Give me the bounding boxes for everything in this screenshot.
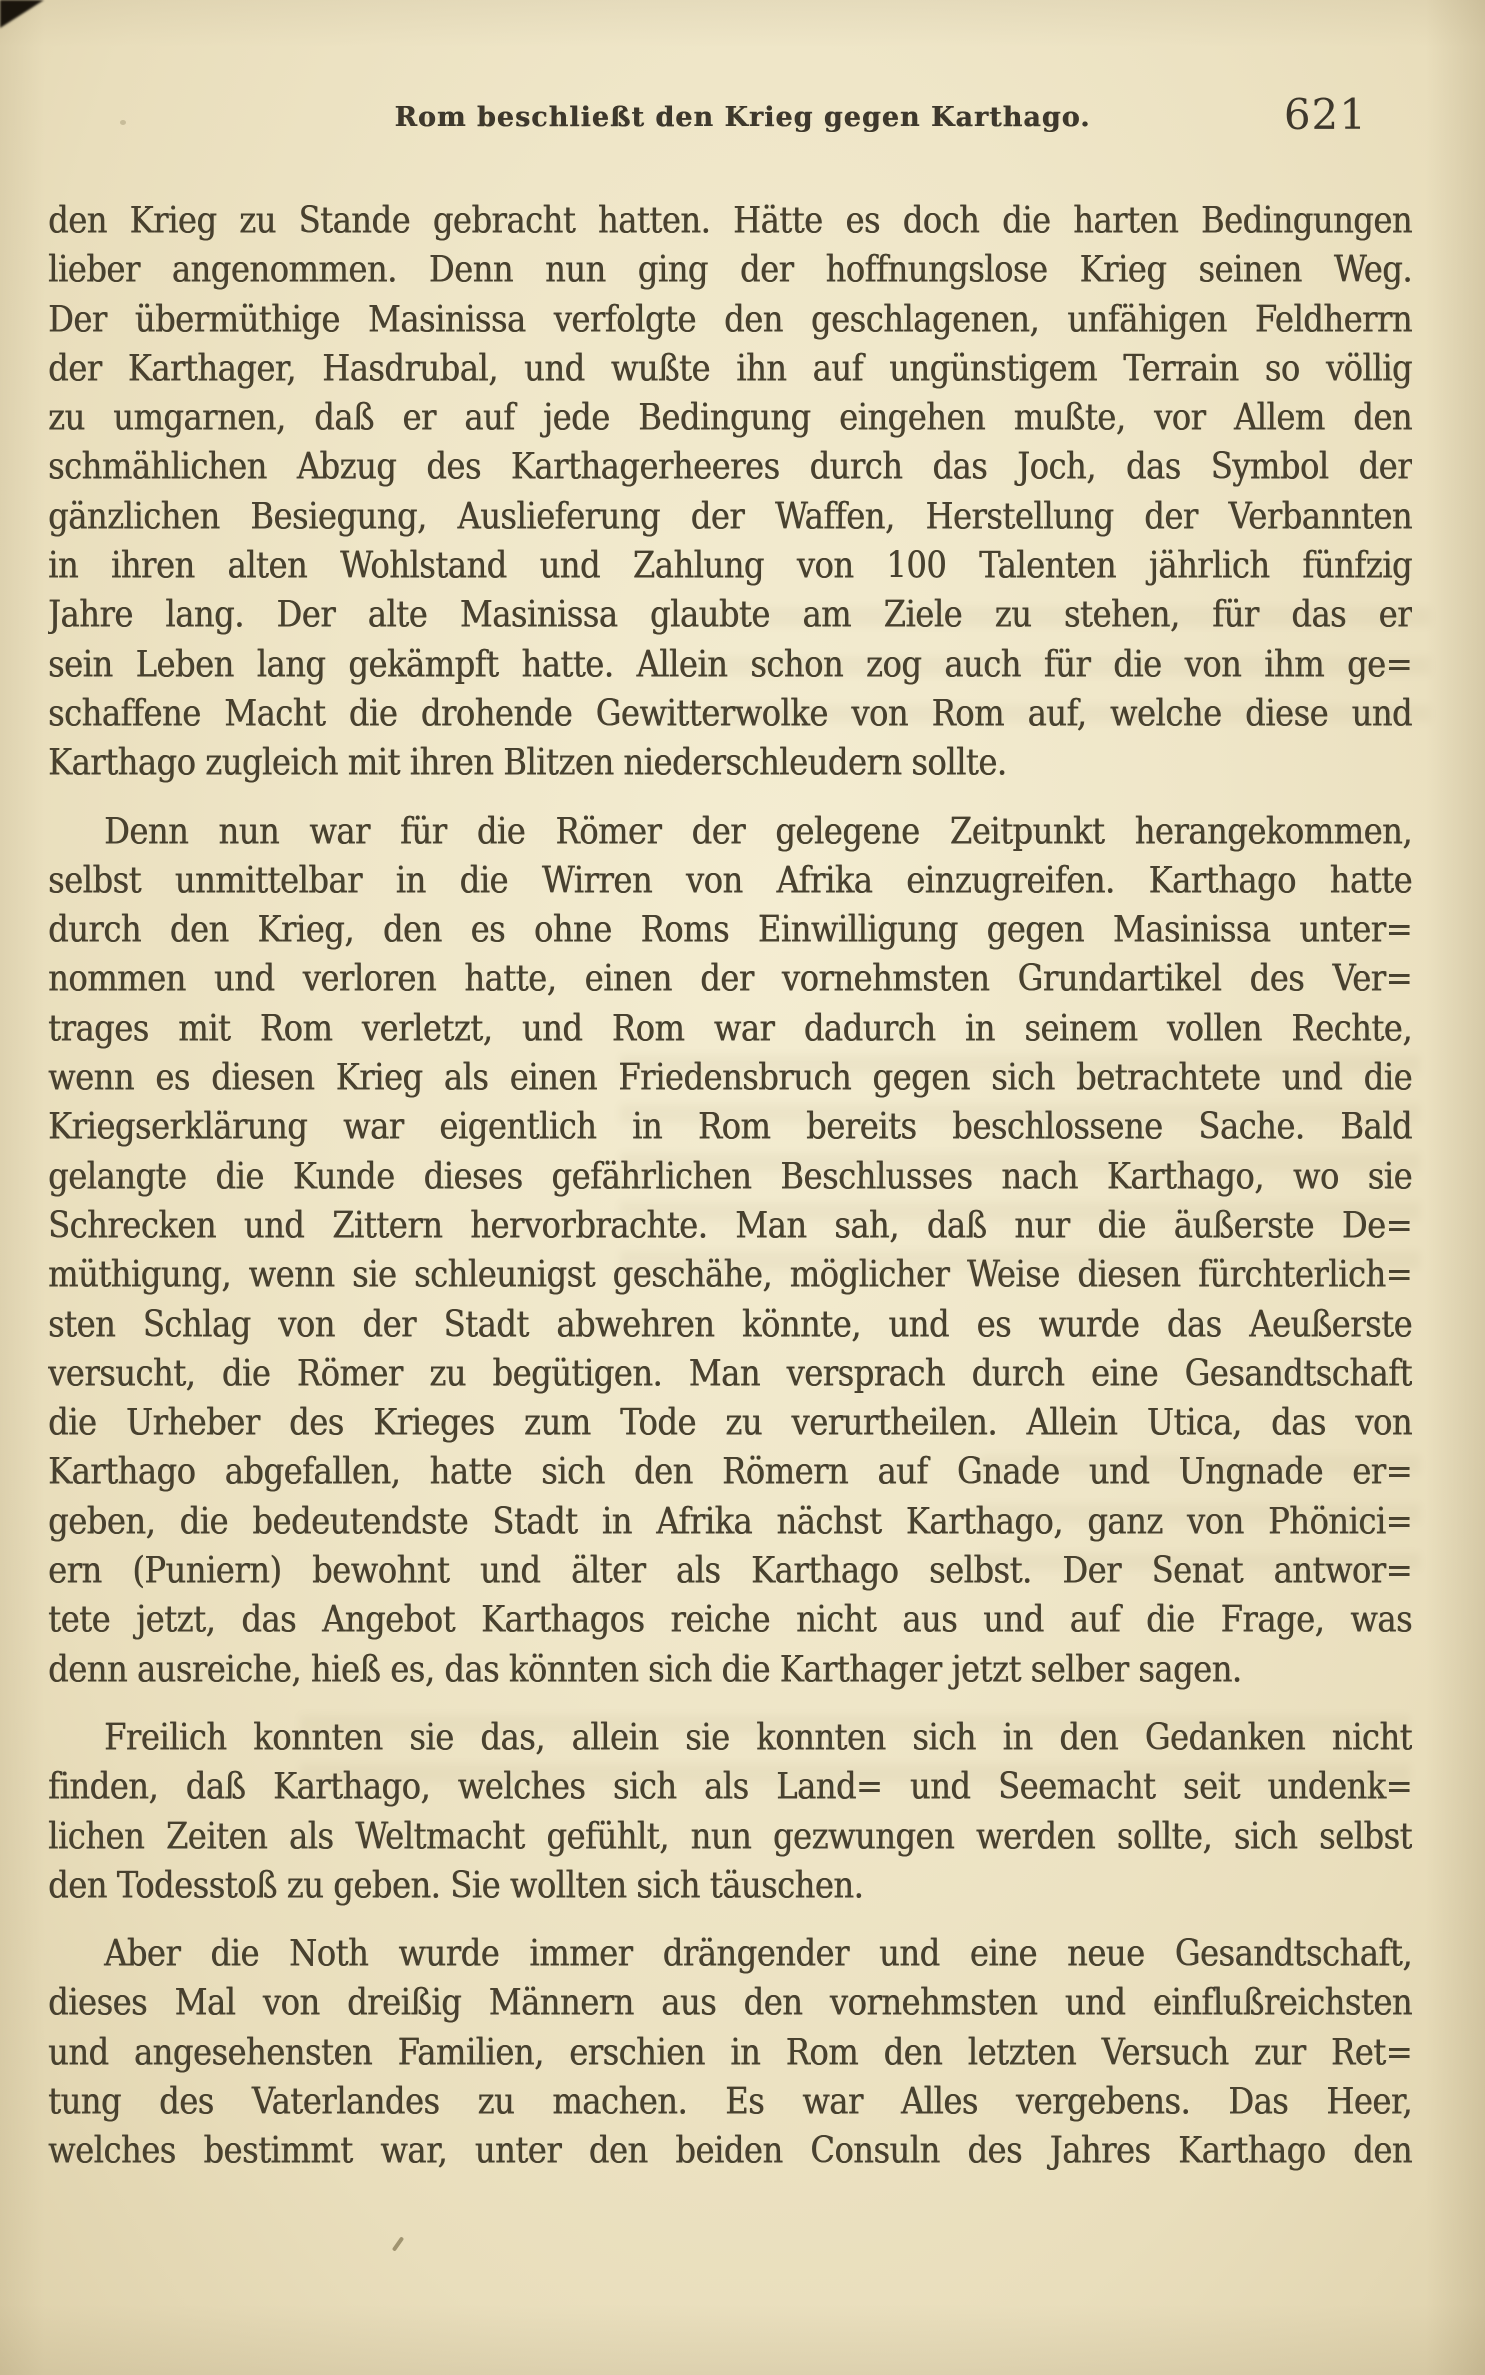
text-line: schaffene Macht die drohende Gewitterwolke von Rom auf, welche diese und	[48, 691, 1412, 735]
text-line: Aber die Noth wurde immer drängender und eine neue Gesandtschaft,	[104, 1931, 1412, 1975]
text-line: der Karthager, Hasdrubal, und wußte ihn auf ungünstigem Terrain so völlig	[48, 346, 1412, 390]
text-line: die Urheber des Krieges zum Tode zu verurtheilen. Allein Utica, das von	[48, 1400, 1412, 1444]
text-line: den Todesstoß zu geben. Sie wollten sich täuschen.	[48, 1863, 864, 1907]
text-line: durch den Krieg, den es ohne Roms Einwilligung gegen Masinissa unter=	[48, 907, 1412, 951]
text-line: trages mit Rom verletzt, und Rom war dadurch in seinem vollen Rechte,	[48, 1005, 1412, 1050]
text-line: Jahre lang. Der alte Masinissa glaubte am Ziele zu stehen, für das er	[48, 592, 1412, 636]
text-line: denn ausreiche, hieß es, das könnten sich die Karthager jetzt selber sagen.	[48, 1646, 1242, 1691]
text-line: tung des Vaterlandes zu machen. Es war Alles vergebens. Das Heer,	[48, 2079, 1412, 2123]
text-line: Karthago abgefallen, hatte sich den Römern auf Gnade und Ungnade er=	[48, 1449, 1412, 1493]
text-line: wenn es diesen Krieg als einen Friedensbruch gegen sich betrachtete und die	[48, 1055, 1412, 1099]
text-line: in ihren alten Wohlstand und Zahlung von 100 Talenten jährlich fünfzig	[48, 543, 1412, 587]
text-line: sten Schlag von der Stadt abwehren könnte, und es wurde das Aeußerste	[48, 1301, 1412, 1346]
paragraph	[48, 807, 1412, 1694]
scan-corner-artifact	[0, 0, 44, 28]
text-line: Denn nun war für die Römer der gelegene Zeitpunkt herangekommen,	[104, 808, 1412, 853]
text-line: Karthago zugleich mit ihren Blitzen niederschleudern sollte.	[48, 740, 1007, 784]
paper-speck	[392, 2236, 404, 2251]
text-line: selbst unmittelbar in die Wirren von Afrika einzugreifen. Karthago hatte	[48, 858, 1412, 902]
text-line: den Krieg zu Stande gebracht hatten. Hätte es doch die harten Bedingungen	[48, 198, 1412, 242]
text-line: tete jetzt, das Angebot Karthagos reiche nicht aus und auf die Frage, was	[48, 1597, 1412, 1641]
text-line: dieses Mal von dreißig Männern aus den vornehmsten und einflußreichsten	[48, 1980, 1412, 2024]
text-line: geben, die bedeutendste Stadt in Afrika nächst Karthago, ganz von Phönici=	[48, 1498, 1412, 1543]
running-title: Rom beschließt den Krieg gegen Karthago.	[394, 102, 1091, 133]
text-line: lieber angenommen. Denn nun ging der hoffnungslose Krieg seinen Weg.	[48, 247, 1412, 291]
text-line: lichen Zeiten als Weltmacht gefühlt, nun gezwungen werden sollte, sich selbst	[48, 1813, 1412, 1858]
text-line: sein Leben lang gekämpft hatte. Allein schon zog auch für die von ihm ge=	[48, 641, 1412, 686]
paragraph	[48, 1713, 1412, 1910]
text-line: nommen und verloren hatte, einen der vornehmsten Grundartikel des Ver=	[48, 956, 1412, 1001]
text-line: und angesehensten Familien, erschien in Rom den letzten Versuch zur Ret=	[48, 2029, 1412, 2074]
text-line: schmählichen Abzug des Karthagerheeres durch das Joch, das Symbol der	[48, 444, 1412, 489]
text-line: Schrecken und Zittern hervorbrachte. Man sah, daß nur die äußerste De=	[48, 1203, 1412, 1247]
text-line: welches bestimmt war, unter den beiden Consuln des Jahres Karthago den	[48, 2128, 1412, 2172]
paragraph	[48, 196, 1412, 788]
text-line: ern (Puniern) bewohnt und älter als Karthago selbst. Der Senat antwor=	[48, 1548, 1412, 1592]
text-line: Freilich konnten sie das, allein sie konnten sich in den Gedanken nicht	[104, 1715, 1412, 1759]
text-block	[48, 196, 1412, 2176]
text-line: müthigung, wenn sie schleunigst geschähe, möglicher Weise diesen fürchterlich=	[48, 1252, 1412, 1296]
text-line: gelangte die Kunde dieses gefährlichen Beschlusses nach Karthago, wo sie	[48, 1153, 1412, 1198]
text-line: Der übermüthige Masinissa verfolgte den geschlagenen, unfähigen Feldherrn	[48, 296, 1412, 341]
text-line: gänzlichen Besiegung, Auslieferung der Waffen, Herstellung der Verbannten	[48, 494, 1412, 538]
text-line: zu umgarnen, daß er auf jede Bedingung eingehen mußte, vor Allem den	[48, 395, 1412, 439]
page-header	[0, 90, 1485, 139]
text-line: finden, daß Karthago, welches sich als Land= und Seemacht seit undenk=	[48, 1764, 1412, 1808]
paragraph	[48, 1929, 1412, 2175]
text-line: Kriegserklärung war eigentlich in Rom bereits beschlossene Sache. Bald	[48, 1104, 1412, 1148]
page-number: 621	[1283, 90, 1367, 139]
text-line: versucht, die Römer zu begütigen. Man versprach durch eine Gesandtschaft	[48, 1351, 1412, 1395]
